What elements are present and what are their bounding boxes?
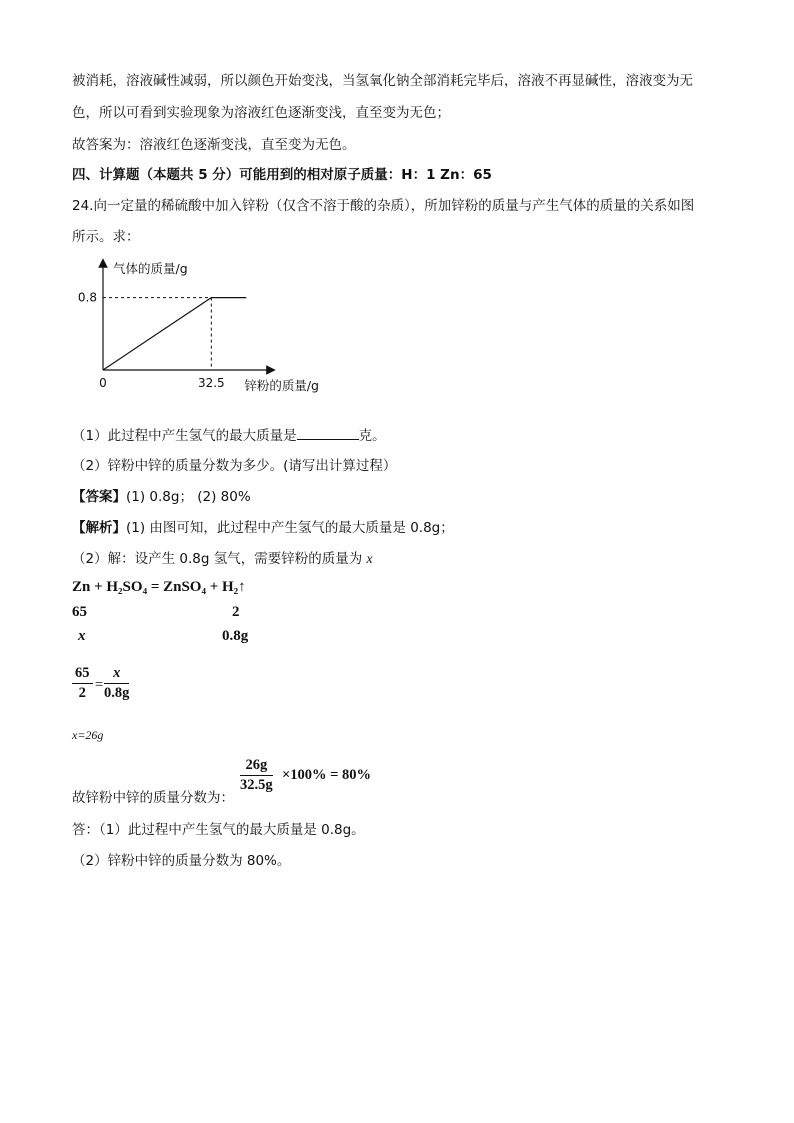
section-heading: 四、计算题（本题共 5 分）可能用到的相对原子质量：H：1 Zn：65 bbox=[72, 167, 492, 183]
result-line: x=26g bbox=[72, 728, 104, 742]
answer-text: (1) 0.8g； (2) 80% bbox=[126, 489, 251, 505]
fraction-prefix: 故锌粉中锌的质量分数为： bbox=[72, 790, 234, 806]
known-h2-mass: 0.8g bbox=[222, 628, 249, 644]
origin-label: 0 bbox=[99, 376, 107, 390]
subquestion-1-suffix: 克。 bbox=[358, 428, 386, 444]
analysis-label: 【解析】 bbox=[72, 520, 126, 536]
mass-fraction bbox=[240, 757, 273, 794]
y-tick-label: 0.8 bbox=[77, 290, 97, 305]
conclusion-line-1: 答：（1）此过程中产生氢气的最大质量是 0.8g。 bbox=[72, 822, 365, 838]
subquestion-2: （2）锌粉中锌的质量分数为多少。(请写出计算过程） bbox=[72, 458, 397, 474]
proportion-equals: = bbox=[95, 677, 104, 693]
chemical-equation: Zn + H₂SO₄ = ZnSO₄ + H₂↑ bbox=[72, 579, 246, 595]
paragraph-line-1: 被消耗，溶液碱性减弱，所以颜色开始变浅，当氢氧化钠全部消耗完毕后，溶液不再显碱性，溶液变为无 bbox=[72, 73, 693, 89]
proportion-left-denominator: 2 bbox=[78, 685, 86, 701]
mass-fraction-numerator: 26g bbox=[240, 757, 273, 776]
x-tick-label: 32.5 bbox=[197, 376, 225, 390]
proportion-right bbox=[104, 665, 129, 702]
analysis-line-2 bbox=[72, 547, 373, 567]
x-axis-label: 锌粉的质量/g bbox=[244, 378, 319, 393]
question-line-1: 24.向一定量的稀硫酸中加入锌粉（仅含不溶于酸的杂质），所加锌粉的质量与产生气体的质量的关系如图 bbox=[72, 198, 695, 214]
unknown-zn-mass: x bbox=[78, 628, 86, 644]
previous-answer-line: 故答案为：溶液红色逐渐变浅，直至变为无色。 bbox=[72, 137, 356, 153]
analysis-text-2: （2）解：设产生 0.8g 氢气，需要锌粉的质量为 bbox=[72, 551, 367, 567]
molar-mass-h2: 2 bbox=[232, 604, 240, 620]
proportion-left bbox=[72, 665, 93, 702]
answer-line bbox=[72, 485, 251, 505]
analysis-variable: x bbox=[366, 551, 373, 566]
question-line-2: 所示。求： bbox=[72, 229, 140, 245]
proportion-left-numerator: 65 bbox=[72, 665, 93, 684]
analysis-line-1 bbox=[72, 516, 454, 536]
mass-fraction-result: ×100% = 80% bbox=[282, 767, 372, 783]
paragraph-line-2: 色，所以可看到实验现象为溶液红色逐渐变浅，直至变为无色； bbox=[72, 105, 450, 121]
analysis-text-1: (1) 由图可知，此过程中产生氢气的最大质量是 0.8g； bbox=[126, 520, 454, 536]
subquestion-1-text: （1）此过程中产生氢气的最大质量是 bbox=[72, 428, 297, 444]
proportion-right-numerator: x bbox=[104, 665, 129, 684]
molar-mass-zn: 65 bbox=[72, 604, 87, 620]
proportion-right-denominator: 0.8g bbox=[104, 685, 130, 701]
y-axis-label: 气体的质量/g bbox=[113, 261, 188, 276]
conclusion-line-2: （2）锌粉中锌的质量分数为 80%。 bbox=[72, 853, 291, 869]
series-line-hydrogen bbox=[103, 298, 246, 370]
gas-mass-chart bbox=[70, 255, 319, 400]
mass-fraction-denominator: 32.5g bbox=[240, 777, 273, 793]
subquestion-1 bbox=[72, 424, 386, 444]
answer-blank[interactable] bbox=[297, 427, 359, 440]
answer-label: 【答案】 bbox=[72, 489, 126, 505]
